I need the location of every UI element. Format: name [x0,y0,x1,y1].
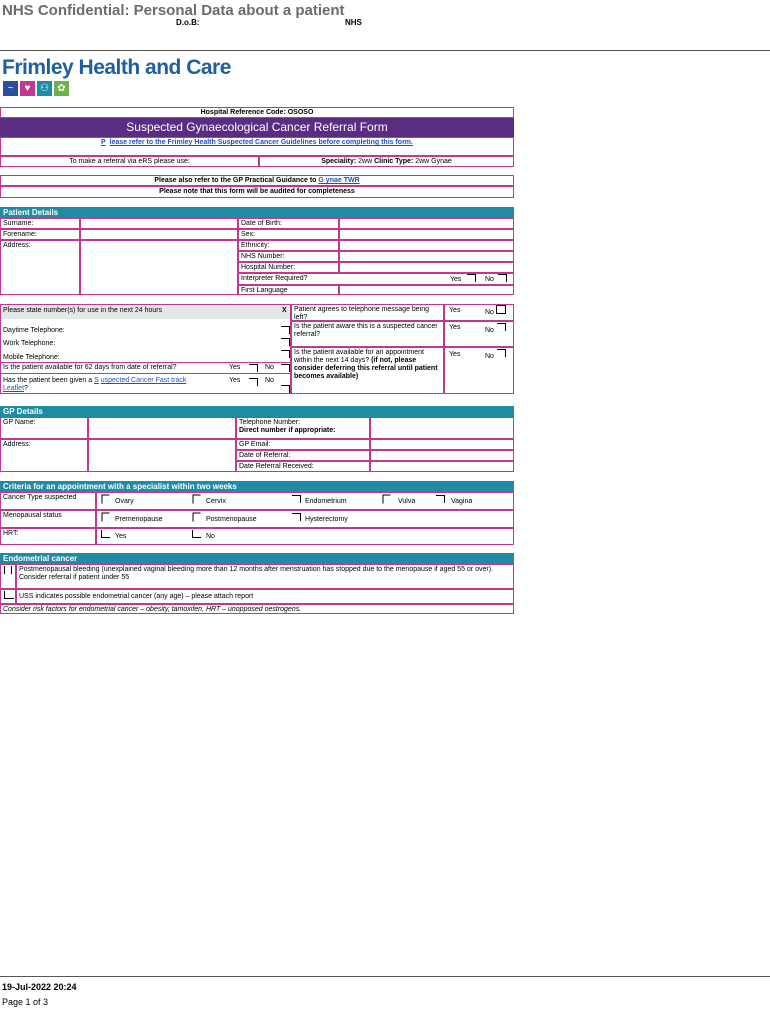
mobile-phone-label: Mobile Telephone: [3,354,60,361]
gp-details-header: GP Details [0,406,514,417]
gp-name-label: GP Name: [0,417,88,439]
gp-direct-label: Direct number if appropriate: [239,427,336,434]
pmb-checkbox[interactable] [4,566,12,574]
guideline-notice [0,137,514,156]
available-62-no-checkbox[interactable] [281,364,290,372]
gp-guidance-notice [0,175,514,186]
header-rule [0,50,770,51]
logo-icons [3,81,69,96]
nhs-label: NHS [345,18,362,27]
ers-text: To make a referral via eRS please use: [0,156,259,167]
hospital-number-label: Hospital Number: [238,262,339,273]
hrt-no-checkbox[interactable] [192,530,201,538]
date-received-field[interactable] [370,461,514,472]
vagina-label: Vagina [451,498,473,505]
gp-name-field[interactable] [88,417,236,439]
available-14-no-label: No [485,353,494,360]
aware-yes-label: Yes [449,324,461,331]
first-language-field[interactable] [339,285,514,295]
interpreter-no-label: No [485,276,494,283]
hrt-yes-checkbox[interactable] [101,530,110,538]
leaflet-no-checkbox[interactable] [281,385,290,393]
pmb-text: Postmenopausal bleeding (unexplained vaginal bleeding more than 12 months after menstruation has stopped due to the menopause if aged 55 or over). Consider referral if patient under 55 [16,564,514,589]
hrt-options [96,528,514,545]
heart-icon: ♥ [20,81,35,96]
leaflet-no-label: No [265,377,274,384]
aware-cancer-label: Is the patient aware this is a suspected cancer referral? [291,321,444,347]
dob-label: D.o.B: [176,18,200,27]
cancer-type-label: Cancer Type suspected [0,492,96,510]
date-of-referral-field[interactable] [370,450,514,461]
postmenopause-label: Postmenopause [206,516,257,523]
sex-label: Sex: [238,229,339,240]
nhs-number-field[interactable] [339,251,514,262]
agrees-yes-label: Yes [449,307,461,314]
ovary-label: Ovary [115,498,134,505]
available-14-text: Is the patient available for an appointment within the next 14 days? [294,349,424,364]
cervix-checkbox[interactable] [193,495,201,504]
leaflet-pre: Has the patient been given a [3,377,93,384]
uss-text: USS indicates possible endometrial cancer (any age) – please attach report [16,589,514,604]
speciality-label: Speciality: [321,158,357,165]
gp-telephone-cell [236,417,370,439]
leaf-icon: ✿ [54,81,69,96]
gp-address-label: Address: [0,439,88,472]
hospital-ref-code: Hospital Reference Code: OSOSO [0,107,514,118]
daytime-phone-checkbox[interactable] [281,326,290,334]
leaflet-yes-label: Yes [229,377,241,384]
ovary-checkbox[interactable] [102,495,110,504]
date-of-referral-label: Date of Referral: [236,450,370,461]
available-62-no-label: No [265,364,274,371]
leaflet-question [3,377,198,393]
available-62-label: Is the patient available for 62 days from date of referral? [3,364,177,371]
postmenopause-checkbox[interactable] [193,513,201,522]
daytime-phone-label: Daytime Telephone: [3,327,65,334]
available-14-no-checkbox[interactable] [497,349,506,357]
gp-email-field[interactable] [370,439,514,450]
gp-address-field[interactable] [88,439,236,472]
leaflet-post: ? [24,385,28,392]
agrees-no-label: No [485,309,494,316]
hysterectomy-checkbox[interactable] [292,513,301,521]
gp-guidance-link[interactable]: G ynae TWR [318,177,360,184]
criteria-header: Criteria for an appointment with a specialist within two weeks [0,481,514,492]
x-mark: X [282,307,287,314]
form-title: Suspected Gynaecological Cancer Referral Form [0,118,514,137]
leaflet-link[interactable]: uspected Cancer Fast track Leaflet [3,377,187,392]
people-icon: ⚇ [37,81,52,96]
ethnicity-field[interactable] [339,240,514,251]
nhs-number-label: NHS Number: [238,251,339,262]
available-62-yes-checkbox[interactable] [249,364,258,372]
interpreter-no-checkbox[interactable] [498,274,507,282]
aware-no-checkbox[interactable] [497,323,506,331]
available-14-note: (if not, please consider deferring this referral until patient becomes available) [294,357,438,380]
dob-field[interactable] [339,218,514,229]
footer-rule [0,976,770,977]
surname-field[interactable] [80,218,238,229]
address-label: Address: [0,240,80,295]
endometrium-checkbox[interactable] [292,495,301,503]
guideline-link[interactable]: lease refer to the Frimley Health Suspected Cancer Guidelines before completing this form. [109,139,413,146]
clinic-type-label: Clinic Type: [374,158,414,165]
date-received-label: Date Referral Received: [236,461,370,472]
clinic-type-value: 2ww Gynae [415,158,452,165]
address-field[interactable] [80,240,238,295]
surname-label: Surname: [0,218,80,229]
endometrial-header: Endometrial cancer [0,553,514,564]
available-62-yes-label: Yes [229,364,241,371]
menopausal-status-label: Menopausal status [0,510,96,528]
sex-field[interactable] [339,229,514,240]
vagina-checkbox[interactable] [436,495,445,503]
available-14-yes-label: Yes [449,351,461,358]
patient-details-header: Patient Details [0,207,514,218]
interpreter-yes-label: Yes [450,276,462,283]
agrees-no-checkbox[interactable] [496,305,506,314]
cervix-label: Cervix [206,498,226,505]
premenopause-label: Premenopause [115,516,163,523]
risk-factors-text: Consider risk factors for endometrial cancer – obesity, tamoxifen, HRT – unopposed oestrogens. [0,604,514,614]
footer-page-number: Page 1 of 3 [2,997,49,1007]
audit-notice: Please note that this form will be audited for completeness [0,186,514,198]
aware-no-label: No [485,327,494,334]
footer-date: 19-Jul-2022 20:24 [2,982,77,992]
hrt-yes-label: Yes [115,533,127,540]
mobile-phone-checkbox[interactable] [281,350,290,358]
hrt-no-label: No [206,533,215,540]
uss-checkbox[interactable] [4,591,14,599]
available-14-cell [291,347,444,394]
leaflet-s-link[interactable]: S [94,377,99,384]
endometrium-label: Endometrium [305,498,347,505]
work-phone-checkbox[interactable] [281,338,290,346]
gp-telephone-field[interactable] [370,417,514,439]
interpreter-label: Interpreter Required? [241,275,308,282]
interpreter-yes-checkbox[interactable] [467,274,476,282]
hospital-number-field[interactable] [339,262,514,273]
hysterectomy-label: Hysterectomy [305,516,348,523]
forename-label: Forename: [0,229,80,240]
speciality-value: 2ww [358,158,373,165]
forename-field[interactable] [80,229,238,240]
leaflet-yes-checkbox[interactable] [249,378,258,386]
first-language-label: First Language [238,285,339,295]
wave-icon: ~ [3,81,18,96]
gp-guidance-text: Please also refer to the GP Practical Guidance to [154,177,317,184]
hrt-label: HRT: [0,528,96,545]
guideline-link-p[interactable]: P [101,139,106,146]
gp-telephone-label: Telephone Number: [239,419,301,426]
organisation-logo: Frimley Health and Care [2,56,231,79]
speciality-cell [259,156,514,167]
vulva-label: Vulva [398,498,416,505]
vulva-checkbox[interactable] [383,495,391,504]
document-header-title: NHS Confidential: Personal Data about a patient [2,2,345,19]
work-phone-label: Work Telephone: [3,340,56,347]
ethnicity-label: Ethnicity: [238,240,339,251]
premenopause-checkbox[interactable] [102,513,110,522]
state-numbers-label: Please state number(s) for use in the next 24 hours [3,307,163,314]
agrees-message-label: Patient agrees to telephone message being left? [291,304,444,321]
gp-email-label: GP Email: [236,439,370,450]
dob-row-label: Date of Birth: [238,218,339,229]
